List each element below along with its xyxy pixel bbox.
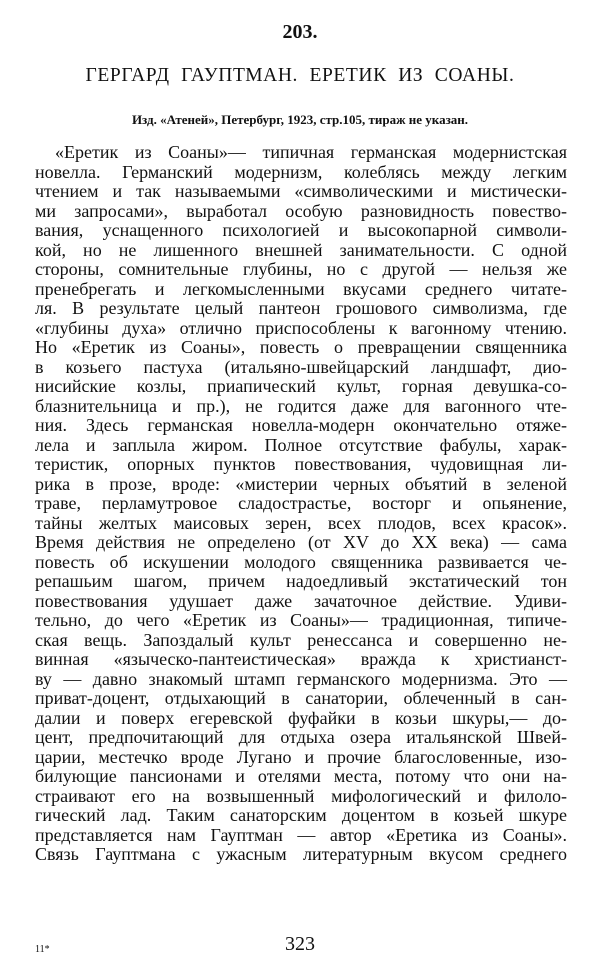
text-line: царии, местечко вроде Лугано и прочие благословенные, изо- [35,746,567,767]
text-line: далии и поверх егеревской фуфайки в козьи шкуры,— до- [35,707,567,728]
text-line: траве, перламутровое сладострастье, восторг и опьянение, [35,493,567,513]
signature-mark: 11* [35,944,50,955]
text-line: лела и заплыла жиром. Полное отсутствие фабулы, харак- [35,434,567,455]
text-line: новелла. Германский модернизм, колеблясь между легким [35,161,567,182]
text-line: ву — давно знакомый штамп германского модернизма. Это — [35,668,567,689]
article-title: ГЕРГАРД ГАУПТМАН. ЕРЕТИК ИЗ СОАНЫ. [85,65,515,86]
text-line: в козьего пастуха (итальяно-швейцарский ландшафт, дио- [35,356,567,377]
text-line: гический лад. Таким санаторским доцентом в козьей шкуре [35,805,567,825]
text-line: чтением и так называемыми «символическими и мистически- [35,181,567,201]
text-line: пренебрегать и легкомысленными вкусами среднего читате- [35,278,567,299]
article-number: 203. [282,21,318,43]
text-line: Связь Гауптмана с ужасным литературным вкусом среднего [35,844,567,864]
text-line: винная «языческо-пантеистическая» вражда к христианст- [35,649,567,669]
text-line: вания, уснащенного психологией и высокопарной символи- [35,220,567,240]
publication-info: Изд. «Атеней», Петербург, 1923, стр.105, тираж не указан. [131,112,469,127]
text-line: Время действия не определено (от XV до XX века) — сама [35,532,567,552]
text-line: тельно, до чего «Еретик из Соаны»— традиционная, типиче- [35,610,567,630]
page-number: 323 [285,933,315,955]
text-line: повествования удушает даже зачаточное действие. Удиви- [35,590,567,611]
text-line: репашьим шагом, причем надоедливый экстатический тон [35,571,567,591]
text-line: ми запросами», выработал особую разновидность повество- [35,200,567,221]
text-line: блазнительница и пр.), не годится даже для вагонного чте- [35,395,567,416]
text-line: приват-доцент, отдыхающий в санатории, облеченный в сан- [35,688,567,708]
text-line: нисийские козлы, приапический культ, горная девушка-со- [35,376,567,396]
text-line: рика в прозе, вроде: «мистерии черных объятий в зеленой [35,473,567,494]
body-text [35,143,567,865]
text-line: кой, но не лишенного внешней занимательности. С одной [35,239,567,260]
text-line: тайны желтых маисовых зерен, всех плодов, всех красок». [35,512,567,533]
text-line: страивают его на возвышенный мифологический и филоло- [35,785,567,806]
text-line: «глубины духа» отлично приспособлены к вагонному чтению. [35,317,567,338]
text-line: ская вещь. Запоздалый культ ренессанса и совершенно не- [35,629,567,650]
text-line: представляется нам Гауптман — автор «Еретика из Соаны». [35,824,567,845]
text-line: ля. В результате целый пантеон грошового символизма, где [35,298,567,318]
text-line: цент, предпочитающий для отдыха озера итальянской Швей- [35,727,567,747]
text-line: «Еретик из Соаны»— типичная германская модернистская [55,142,567,162]
text-line: стороны, сомнительные глубины, но с другой — нельзя же [35,259,567,279]
text-line: теристик, опорных пунктов повествования, чудовищная ли- [35,454,567,474]
text-line: Но «Еретик из Соаны», повесть о превращении священника [35,337,567,357]
text-line: ния. Здесь германская новелла-модерн окончательно отяже- [35,415,567,435]
text-line: билующие пансионами и отелями места, потому что они на- [35,766,567,786]
text-line: повесть об искушении молодого священника развивается че- [35,551,567,572]
